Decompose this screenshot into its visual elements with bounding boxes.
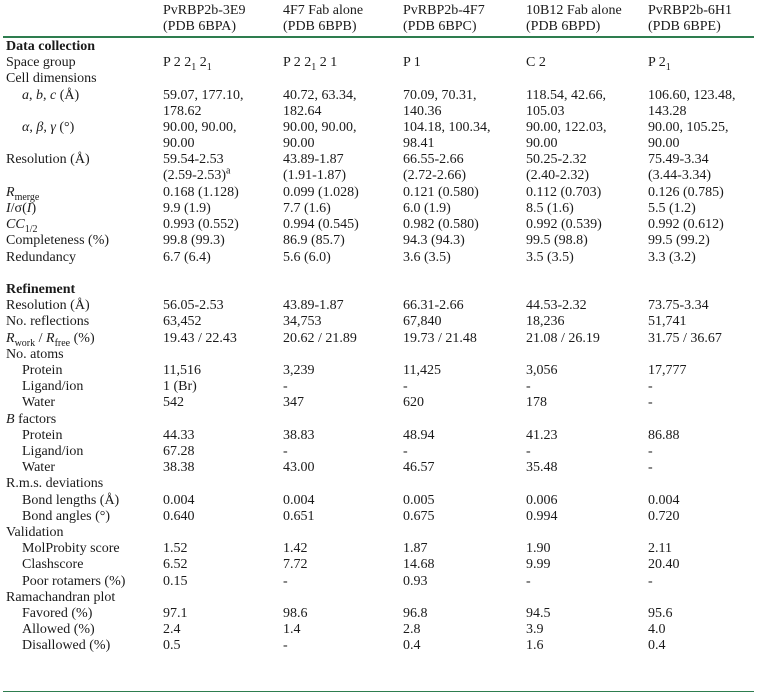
table-cell: 43.89-1.87 xyxy=(283,298,344,314)
row-label: I/σ(I) xyxy=(6,201,37,216)
table-cell: 0.005 xyxy=(403,492,435,508)
table-cell: 7.7 (1.6) xyxy=(283,201,331,216)
table-cell: 0.4 xyxy=(648,638,666,654)
row-sublabel: MolProbity score xyxy=(22,541,120,557)
table-cell: 38.83 xyxy=(283,427,315,443)
table-cell: 96.8 xyxy=(403,606,428,621)
column-header-2 xyxy=(283,3,363,35)
table-cell: 59.07, 177.10, 178.62 xyxy=(163,87,244,119)
table-cell: 1.87 xyxy=(403,541,428,557)
row-sublabel: Allowed (%) xyxy=(22,622,95,638)
row-label: $R_{merge}$ xyxy=(6,184,40,203)
table-cell: 3.9 xyxy=(526,622,544,638)
table-cell: 542 xyxy=(163,395,184,411)
row-sublabel: a, b, c (Å) xyxy=(22,87,80,103)
table-cell: 5.5 (1.2) xyxy=(648,201,696,216)
table-cell: 0.982 (0.580) xyxy=(403,217,479,233)
table-cell: 620 xyxy=(403,395,424,411)
table-cell: 0.006 xyxy=(526,492,558,508)
row-label: Resolution (Å) xyxy=(6,298,90,314)
table-cell: 66.55-2.66 (2.72-2.66) xyxy=(403,152,466,184)
section-heading: Refinement xyxy=(6,282,76,297)
table-cell: 50.25-2.32 (2.40-2.32) xyxy=(526,152,589,184)
table-cell: 0.168 (1.128) xyxy=(163,184,239,200)
table-cell: - xyxy=(648,460,653,476)
column-header-1 xyxy=(163,3,245,35)
row-label: R.m.s. deviations xyxy=(6,476,104,492)
table-cell: 2.11 xyxy=(648,541,672,557)
table-cell: 97.1 xyxy=(163,606,188,621)
row-label: Resolution (Å) xyxy=(6,152,90,168)
table-cell: 104.18, 100.34, 98.41 xyxy=(403,120,491,151)
table-cell: P 2 $2_1$ 2 1 xyxy=(283,55,338,73)
table-cell: 19.73 / 21.48 xyxy=(403,330,477,346)
table-cell: - xyxy=(648,444,653,459)
table-cell: 1.90 xyxy=(526,541,551,557)
table-cell: 0.126 (0.785) xyxy=(648,184,724,200)
table-cell: P 1 xyxy=(403,55,421,71)
table-cell: - xyxy=(283,638,288,654)
table-cell: 9.99 xyxy=(526,557,551,573)
table-cell: 0.720 xyxy=(648,508,680,524)
table-cell: 38.38 xyxy=(163,460,195,476)
table-cell: 95.6 xyxy=(648,606,673,621)
table-cell: 17,777 xyxy=(648,363,687,378)
table-cell: 67.28 xyxy=(163,444,195,459)
table-cell: P $2_1$ xyxy=(648,55,671,73)
table-cell: 0.5 xyxy=(163,638,181,654)
table-cell: 75.49-3.34 (3.44-3.34) xyxy=(648,152,711,184)
table-cell: 94.5 xyxy=(526,606,551,621)
row-label: Completeness (%) xyxy=(6,233,110,249)
row-sublabel: Protein xyxy=(22,363,63,378)
table-cell: 178 xyxy=(526,395,547,411)
table-cell: 90.00, 105.25, 90.00 xyxy=(648,120,729,151)
table-cell: 56.05-2.53 xyxy=(163,298,224,314)
column-header-pdb: (PDB 6BPE) xyxy=(648,19,721,34)
row-sublabel: Water xyxy=(22,395,56,411)
row-sublabel: Ligand/ion xyxy=(22,444,84,459)
table-cell: 3.5 (3.5) xyxy=(526,249,574,265)
table-cell: 43.00 xyxy=(283,460,315,476)
table-cell: - xyxy=(526,573,531,589)
table-cell: 44.33 xyxy=(163,427,195,443)
table-cell: 51,741 xyxy=(648,314,687,330)
table-cell: 70.09, 70.31, 140.36 xyxy=(403,87,477,119)
table-cell: 90.00, 122.03, 90.00 xyxy=(526,120,607,151)
table-cell: 3.3 (3.2) xyxy=(648,249,696,265)
table-cell: 6.0 (1.9) xyxy=(403,201,451,216)
table-cell: 118.54, 42.66, 105.03 xyxy=(526,87,606,119)
table-cell: 11,425 xyxy=(403,363,441,378)
table-cell: 43.89-1.87 (1.91-1.87) xyxy=(283,152,346,184)
table-cell: 41.23 xyxy=(526,427,558,443)
column-header-title: 4F7 Fab alone xyxy=(283,3,364,18)
table-cell: 0.640 xyxy=(163,508,195,524)
table-cell: 63,452 xyxy=(163,314,202,330)
table-cell: 46.57 xyxy=(403,460,435,476)
table-cell: 98.6 xyxy=(283,606,308,621)
table-cell: 1.52 xyxy=(163,541,188,557)
table-cell: 347 xyxy=(283,395,304,411)
table-cell: 11,516 xyxy=(163,363,201,378)
table-cell: 20.40 xyxy=(648,557,680,573)
row-label: Redundancy xyxy=(6,249,76,265)
row-label: Space group xyxy=(6,55,76,71)
row-sublabel: Clashscore xyxy=(22,557,84,573)
row-sublabel: Water xyxy=(22,460,56,476)
table-cell: 3,239 xyxy=(283,363,315,378)
table-cell: 0.993 (0.552) xyxy=(163,217,239,233)
row-sublabel: α, β, γ (°) xyxy=(22,120,75,135)
header-rule xyxy=(3,36,754,38)
table-cell: 66.31-2.66 xyxy=(403,298,464,314)
table-cell: 1.42 xyxy=(283,541,308,557)
table-cell: 40.72, 63.34, 182.64 xyxy=(283,87,357,119)
table-cell: 3,056 xyxy=(526,363,558,378)
table-cell: 19.43 / 22.43 xyxy=(163,330,237,346)
table-cell: 0.004 xyxy=(283,492,315,508)
column-header-pdb: (PDB 6BPD) xyxy=(526,19,601,34)
row-sublabel: Ligand/ion xyxy=(22,379,84,395)
table-cell: 6.52 xyxy=(163,557,188,573)
table-cell: 0.112 (0.703) xyxy=(526,184,602,200)
table-cell: 35.48 xyxy=(526,460,558,476)
table-cell: - xyxy=(403,444,408,459)
table-cell: 34,753 xyxy=(283,314,322,330)
row-sublabel: Poor rotamers (%) xyxy=(22,573,126,589)
row-label: Cell dimensions xyxy=(6,71,97,87)
table-cell: 7.72 xyxy=(283,557,308,573)
table-cell: 31.75 / 36.67 xyxy=(648,330,722,346)
table-cell: - xyxy=(283,379,288,395)
row-label: $R_{work} / R_{free}$ (%) xyxy=(6,330,95,349)
table-cell: P 2 $2_1$ $2_1$ xyxy=(163,55,212,73)
table-cell: 59.54-2.53 $(2.59-2.53)^a$ xyxy=(163,152,231,184)
column-header-pdb: (PDB 6BPB) xyxy=(283,19,357,34)
table-cell: - xyxy=(403,379,408,395)
table-cell: - xyxy=(648,395,653,411)
table-cell: 0.93 xyxy=(403,573,428,589)
table-cell: 20.62 / 21.89 xyxy=(283,330,357,346)
table-cell: 90.00, 90.00, 90.00 xyxy=(283,120,357,151)
column-header-title: PvRBP2b-3E9 xyxy=(163,3,246,18)
table-cell: 86.88 xyxy=(648,427,680,443)
table-cell: 0.994 xyxy=(526,508,558,524)
table-cell: 6.7 (6.4) xyxy=(163,249,211,265)
table-cell: 0.121 (0.580) xyxy=(403,184,479,200)
table-cell: 48.94 xyxy=(403,427,435,443)
table-cell: 99.5 (98.8) xyxy=(526,233,588,249)
table-cell: 0.15 xyxy=(163,573,188,589)
table-cell: 0.992 (0.612) xyxy=(648,217,724,233)
table-cell: 1.4 xyxy=(283,622,301,638)
row-sublabel: Bond angles (°) xyxy=(22,508,111,524)
table-cell: 106.60, 123.48, 143.28 xyxy=(648,87,736,119)
table-cell: - xyxy=(283,573,288,589)
table-cell: - xyxy=(648,379,653,395)
table-cell: 0.651 xyxy=(283,508,315,524)
row-label: B factors xyxy=(6,411,57,427)
bottom-rule xyxy=(3,691,754,692)
table-cell: 1.6 xyxy=(526,638,544,654)
row-label: No. atoms xyxy=(6,346,64,362)
table-cell: 14.68 xyxy=(403,557,435,573)
column-header-title: PvRBP2b-4F7 xyxy=(403,3,485,18)
table-cell: 9.9 (1.9) xyxy=(163,201,211,216)
table-cell: 44.53-2.32 xyxy=(526,298,587,314)
table-cell: 1 (Br) xyxy=(163,379,197,395)
section-heading: Data collection xyxy=(6,39,96,54)
table-cell: 0.4 xyxy=(403,638,421,654)
row-sublabel: Favored (%) xyxy=(22,606,93,621)
table-cell: 67,840 xyxy=(403,314,442,330)
table-cell: 21.08 / 26.19 xyxy=(526,330,600,346)
column-header-5 xyxy=(648,3,732,35)
table-cell: - xyxy=(283,444,288,459)
table-cell: 2.8 xyxy=(403,622,421,638)
table-cell: C 2 xyxy=(526,55,546,71)
row-label: No. reflections xyxy=(6,314,90,330)
table-cell: 86.9 (85.7) xyxy=(283,233,345,249)
column-header-pdb: (PDB 6BPC) xyxy=(403,19,477,34)
column-header-title: 10B12 Fab alone xyxy=(526,3,622,18)
table-cell: 73.75-3.34 xyxy=(648,298,709,314)
table-cell: 94.3 (94.3) xyxy=(403,233,465,249)
table-cell: 0.994 (0.545) xyxy=(283,217,359,233)
table-cell: 0.992 (0.539) xyxy=(526,217,602,233)
column-header-pdb: (PDB 6BPA) xyxy=(163,19,237,34)
column-header-3 xyxy=(403,3,485,35)
table-cell: 5.6 (6.0) xyxy=(283,249,331,265)
table-cell: 90.00, 90.00, 90.00 xyxy=(163,120,237,151)
row-sublabel: Protein xyxy=(22,427,63,443)
table-cell: 0.004 xyxy=(163,492,195,508)
row-label: Validation xyxy=(6,525,64,540)
table-cell: 99.5 (99.2) xyxy=(648,233,710,249)
table-cell: - xyxy=(526,444,531,459)
column-header-4 xyxy=(526,3,622,35)
table-cell: - xyxy=(648,573,653,589)
table-cell: 2.4 xyxy=(163,622,181,638)
table-cell: 99.8 (99.3) xyxy=(163,233,225,249)
row-label: Ramachandran plot xyxy=(6,589,116,605)
table-cell: 8.5 (1.6) xyxy=(526,201,574,216)
row-sublabel: Bond lengths (Å) xyxy=(22,492,120,508)
row-sublabel: Disallowed (%) xyxy=(22,638,111,654)
row-label: $CC_{1/2}$ xyxy=(6,217,38,235)
table-cell: 0.004 xyxy=(648,492,680,508)
table-cell: 0.675 xyxy=(403,508,435,524)
table-cell: - xyxy=(526,379,531,395)
table-cell: 0.099 (1.028) xyxy=(283,184,359,200)
table-cell: 18,236 xyxy=(526,314,565,330)
table-cell: 3.6 (3.5) xyxy=(403,249,451,265)
column-header-title: PvRBP2b-6H1 xyxy=(648,3,733,18)
table-cell: 4.0 xyxy=(648,622,666,638)
